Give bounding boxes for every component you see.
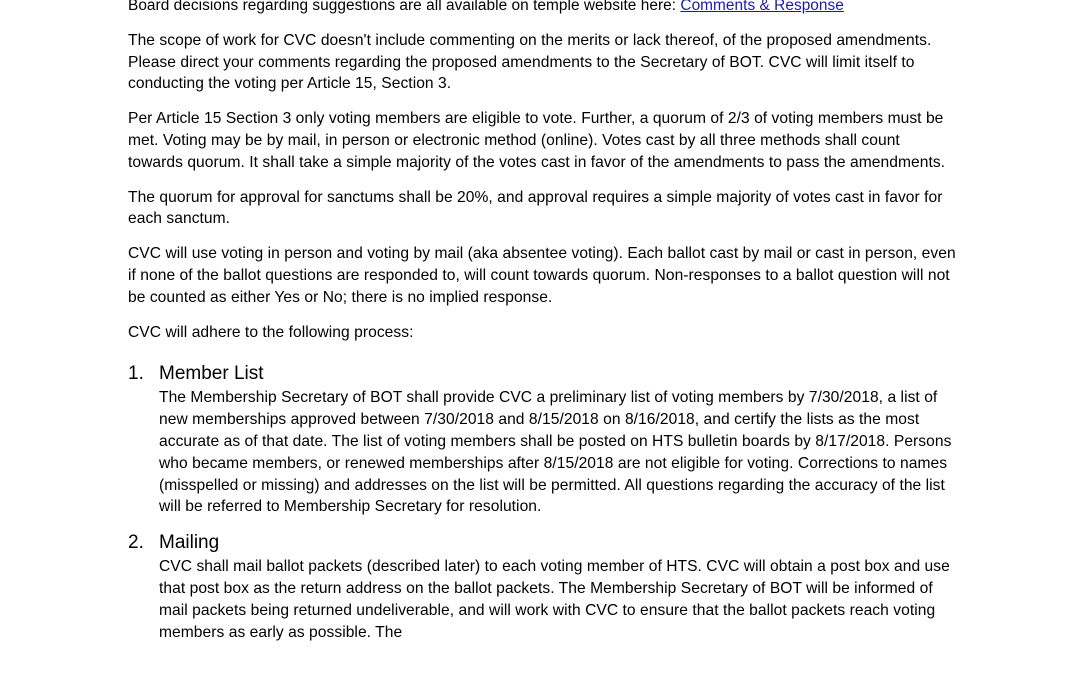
item-title: Member List [159, 363, 264, 385]
item-heading [128, 361, 958, 387]
quorum-paragraph: Per Article 15 Section 3 only voting members are eligible to vote. Further, a quorum of 2/3 of voting members must be met. Voting may be by mail, in person or electronic method (online). Votes cast by all three methods shall count towards quorum. It shall take a simple majority of the votes cast in favor of the amendments to pass the amendments. [128, 110, 946, 171]
item-heading [128, 530, 958, 556]
document-page [128, 0, 958, 643]
comments-response-link[interactable]: Comments & Response [680, 0, 844, 14]
intro-line [128, 0, 958, 17]
item-body: The Membership Secretary of BOT shall provide CVC a preliminary list of voting members by 7/30/2018, a list of new memberships approved between 7/30/2018 and 8/15/2018 on 8/16/2018, and certify the lists as the most accurate as of that date. The list of voting members shall be posted on HTS bulletin boards by 8/17/2018. Persons who became members, or renewed memberships after 8/15/2018 are not eligible for voting. Corrections to names (misspelled or missing) and addresses on the list will be permitted. All questions regarding the accuracy of the list will be referred to Membership Secretary for resolution. [159, 389, 952, 516]
sanctum-paragraph: The quorum for approval for sanctums shall be 20%, and approval requires a simple majority of votes cast in favor for each sanctum. [128, 188, 943, 228]
list-item-mailing [128, 530, 958, 643]
scope-paragraph: The scope of work for CVC doesn't include commenting on the merits or lack thereof, of the proposed amendments. Please direct your comments regarding the proposed amendments to the Secretary of BOT. CVC will limit itself to conducting the voting per Article 15, Section 3. [128, 31, 932, 93]
process-intro: CVC will adhere to the following process: [128, 323, 414, 341]
item-number: 1. [128, 363, 144, 385]
voting-method-paragraph: CVC will use voting in person and voting by mail (aka absentee voting). Each ballot cast by mail or cast in person, even if none of the ballot questions are responded to, will count towards quorum. Non-responses to a ballot question will not be counted as either Yes or No; there is no implied response. [128, 245, 956, 306]
item-body: CVC shall mail ballot packets (described later) to each voting member of HTS. CVC will obtain a post box and use that post box as the return address on the ballot packets. The Membership Secretary of BOT will be informed of mail packets being returned undeliverable, and will work with CVC to ensure that the ballot packets reach voting members as early as possible. The [159, 558, 950, 641]
list-item-member-list [128, 361, 958, 518]
intro-text: Board decisions regarding suggestions are all available on temple website here: [128, 0, 681, 14]
item-title: Mailing [159, 532, 220, 554]
item-number: 2. [128, 532, 144, 554]
